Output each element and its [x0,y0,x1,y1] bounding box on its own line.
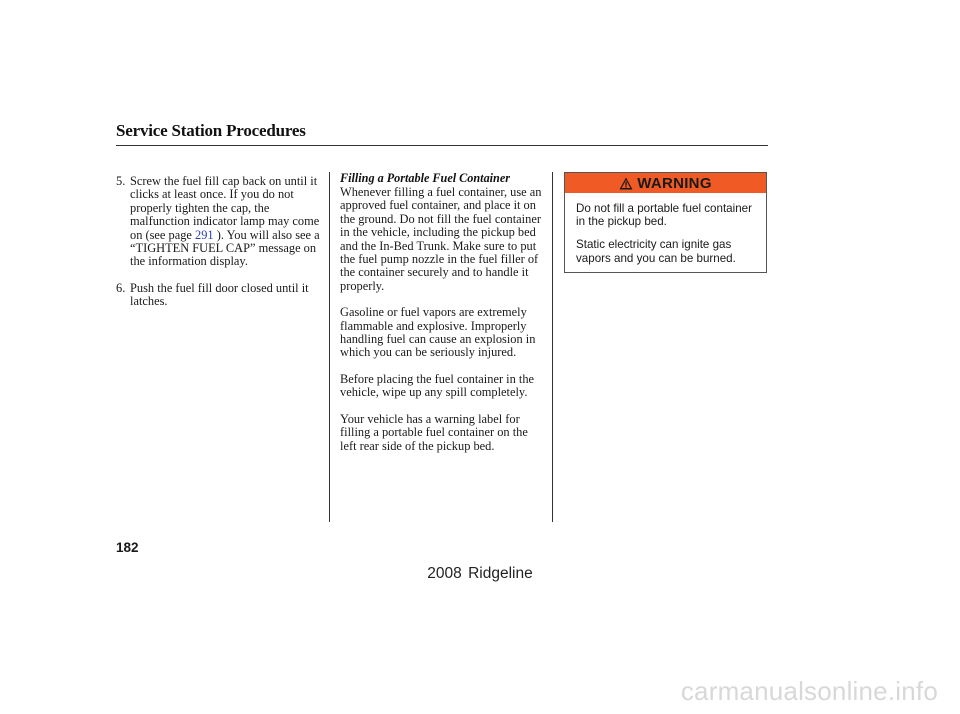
warning-line: Do not fill a portable fuel container in the pickup bed. [576,202,752,229]
step-text [130,175,322,269]
warning-box [564,172,767,273]
step-item [116,175,322,269]
warning-header [565,173,766,193]
step-text-before: Screw the fuel fill cap back on until it clicks at least once. If you do not properly tighten the cap, the malfunction indicator lamp may come on (see page [130,174,320,242]
procedure-steps [116,175,322,322]
paragraph: Gasoline or fuel vapors are extremely flammable and explosive. Improperly handling fuel can cause an explosion in which you can be seriously injured. [340,305,536,360]
warning-line: Static electricity can ignite gas vapors and you can be burned. [576,238,736,265]
step-text: Push the fuel fill door closed until it latches. [130,280,309,309]
step-text-after: ). You will also see a “TIGHTEN FUEL CAP” message on the information display. [130,227,320,269]
warning-triangle-icon [619,177,633,190]
step-item [116,282,322,309]
column-divider-left [329,172,330,522]
page-reference-link[interactable]: 291 [195,227,214,242]
warning-label: WARNING [637,174,712,192]
paragraph: Before placing the fuel container in the vehicle, wipe up any spill completely. [340,371,535,400]
paragraph: Your vehicle has a warning label for filling a portable fuel container on the left rear side of the pickup bed. [340,411,528,453]
step-number: 6. [116,280,126,295]
step-number: 5. [116,174,126,188]
warning-body [565,193,766,265]
page-title: Service Station Procedures [116,121,306,140]
footer-watermark: carmanualsonline.info [680,676,938,706]
footer-model-name: 2008 Ridgeline [427,565,533,582]
section-body [340,186,545,466]
column-divider-right [552,172,553,522]
page-number: 182 [116,540,139,555]
paragraph: Whenever filling a fuel container, use an approved fuel container, and place it on the ground. Do not fill the fuel container in the vehicle, including the pickup bed and the In-Bed Trunk. Make sure to put the fuel pump nozzle in the fuel filler of the container securely and to handle it properly. [340,185,542,293]
title-divider [116,145,768,146]
section-heading: Filling a Portable Fuel Container [340,171,510,185]
